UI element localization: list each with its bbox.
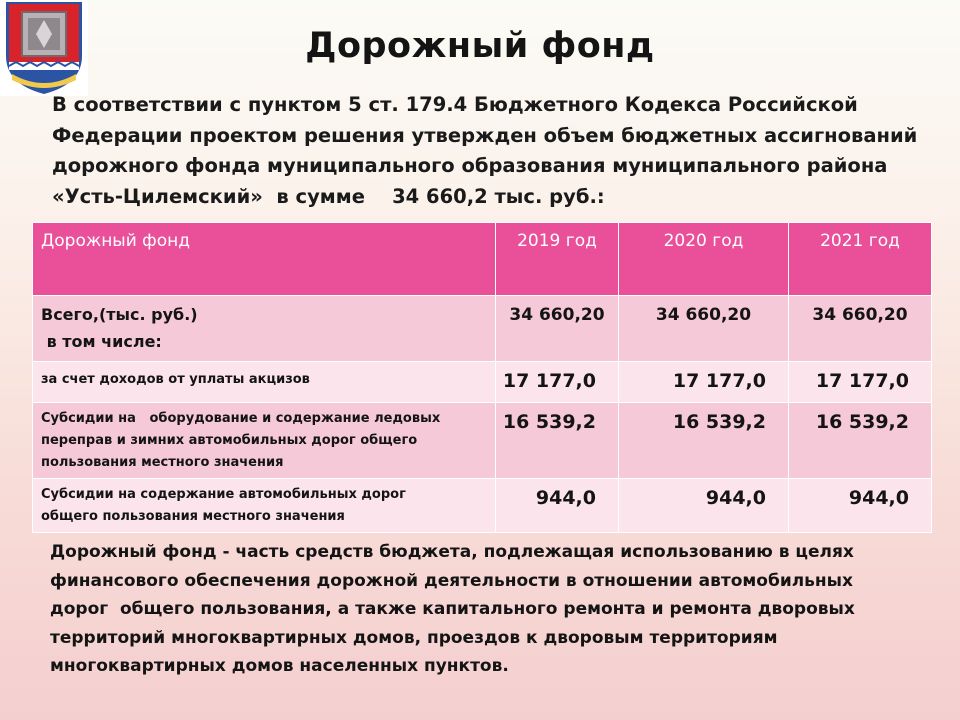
column-header-2021: 2021 год — [789, 223, 932, 296]
table-header-row — [33, 223, 932, 296]
row-label — [33, 296, 496, 362]
cell-value-2019: 16 539,2 — [496, 403, 619, 479]
row-label — [33, 479, 496, 533]
intro-line: дорожного фонда муниципального образования муниципального района — [52, 154, 888, 177]
cell-value-2020: 34 660,20 — [619, 296, 789, 362]
table-row-excise — [33, 362, 932, 403]
column-header-fund: Дорожный фонд — [33, 223, 496, 296]
intro-line: В соответствии с пунктом 5 ст. 179.4 Бюджетного Кодекса Российской — [52, 93, 858, 116]
column-header-2020: 2020 год — [619, 223, 789, 296]
table-row-ice-crossings — [33, 403, 932, 479]
row-label-line: Субсидии на оборудование и содержание ледовых — [41, 411, 441, 426]
row-label-line: пользования местного значения — [41, 455, 284, 470]
table-row-road-maintenance — [33, 479, 932, 533]
definition-line: финансового обеспечения дорожной деятельности в отношении автомобильных — [50, 570, 854, 591]
cell-value-2021: 16 539,2 — [789, 403, 932, 479]
page-title: Дорожный фонд — [305, 26, 655, 66]
cell-value-2021: 34 660,20 — [789, 296, 932, 362]
cell-value-2020: 16 539,2 — [619, 403, 789, 479]
budget-table — [32, 222, 932, 533]
definition-line — [50, 538, 930, 567]
row-label-line: Всего,(тыс. руб.) — [41, 305, 198, 324]
row-label: за счет доходов от уплаты акцизов — [33, 362, 496, 403]
table-row-total — [33, 296, 932, 362]
intro-line: «Усть-Цилемский» в сумме 34 660,2 тыс. руб.: — [52, 184, 605, 208]
definition-paragraph — [50, 538, 930, 681]
definition-text: - часть средств бюджета, подлежащая использованию в целях — [216, 542, 854, 562]
cell-value-2019: 34 660,20 — [496, 296, 619, 362]
cell-value-2020: 944,0 — [619, 479, 789, 533]
coat-of-arms-emblem — [0, 0, 88, 96]
row-label-line: переправ и зимних автомобильных дорог общего — [41, 433, 418, 448]
row-label-line: в том числе: — [41, 332, 162, 351]
definition-line: многоквартирных домов населенных пунктов. — [50, 656, 509, 676]
definition-line: дорог общего пользования, а также капитального ремонта и ремонта дворовых — [50, 599, 855, 619]
intro-paragraph — [52, 90, 932, 212]
cell-value-2021: 17 177,0 — [789, 362, 932, 403]
cell-value-2021: 944,0 — [789, 479, 932, 533]
column-header-2019: 2019 год — [496, 223, 619, 296]
row-label-line: общего пользования местного значения — [41, 509, 345, 524]
row-label-line: Субсидии на содержание автомобильных дорог — [41, 487, 406, 502]
intro-line: Федерации проектом решения утвержден объем бюджетных ассигнований — [52, 123, 918, 147]
cell-value-2019: 944,0 — [496, 479, 619, 533]
definition-line: территорий многоквартирных домов, проездов к дворовым территориям — [50, 627, 778, 648]
row-label — [33, 403, 496, 479]
definition-term: Дорожный фонд — [50, 542, 217, 562]
cell-value-2019: 17 177,0 — [496, 362, 619, 403]
cell-value-2020: 17 177,0 — [619, 362, 789, 403]
